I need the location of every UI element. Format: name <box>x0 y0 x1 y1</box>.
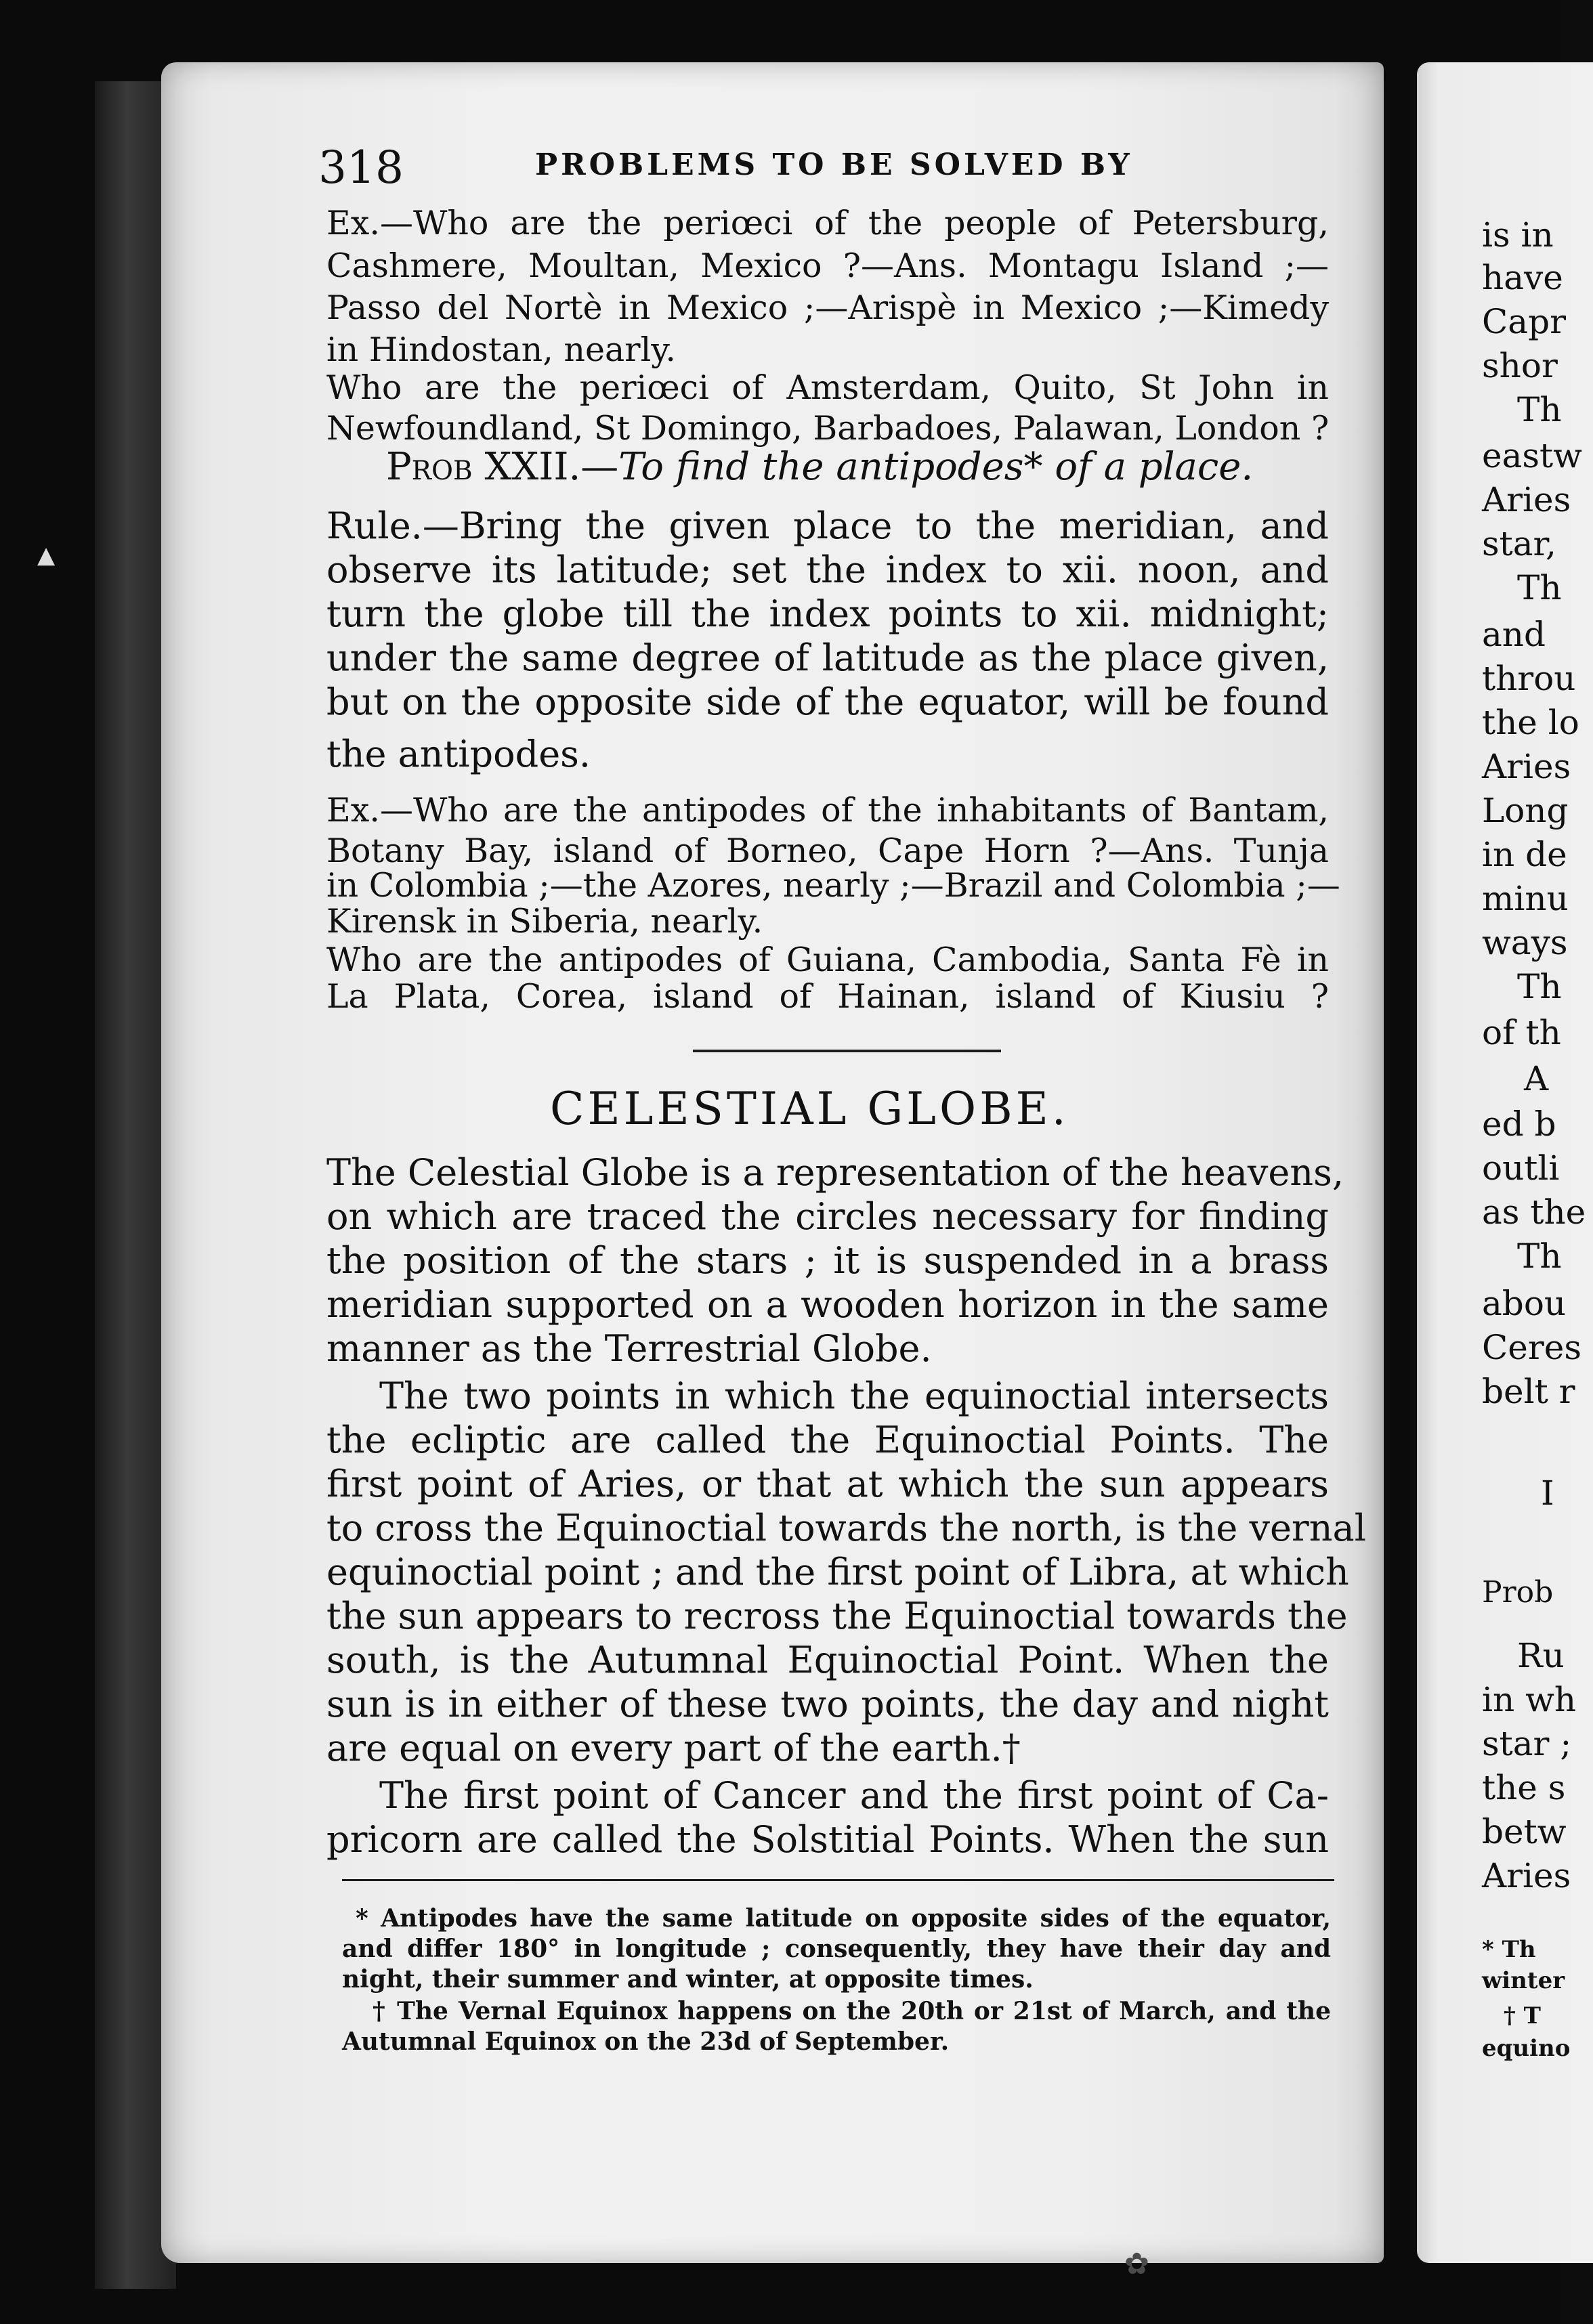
rule-line: turn the globe till the index points to xii. midnight; <box>326 593 1329 635</box>
facing-page-fragment: shor <box>1482 346 1558 385</box>
facing-page-fragment: abou <box>1482 1284 1567 1323</box>
example-line: Botany Bay, island of Borneo, Cape Horn ?—Ans. Tunja <box>326 832 1329 870</box>
paragraph-line: the ecliptic are called the Equinoctial Points. The <box>326 1419 1329 1461</box>
paragraph-line: equinoctial point ; and the first point of Libra, at which <box>326 1551 1349 1593</box>
facing-page-fragment: Th <box>1517 967 1562 1006</box>
facing-page-fragment: the s <box>1482 1768 1566 1807</box>
facing-page-fragment: Th <box>1517 1236 1562 1276</box>
paragraph-line: manner as the Terrestrial Globe. <box>326 1327 932 1370</box>
paragraph-line: The Celestial Globe is a representation of the heavens, <box>326 1151 1344 1194</box>
paragraph-line: to cross the Equinoctial towards the north, is the vernal <box>326 1507 1366 1549</box>
rule-line: Rule.—Bring the given place to the meridian, and <box>326 504 1329 547</box>
facing-page-fragment: is in <box>1482 215 1554 255</box>
rule-line: but on the opposite side of the equator, will be found <box>326 681 1329 723</box>
problem-label: Prob XXII.— <box>386 445 619 489</box>
section-divider <box>693 1050 1001 1052</box>
intro-line: Cashmere, Moultan, Mexico ?—Ans. Montagu Island ;— <box>326 246 1329 285</box>
facing-page-fragment: in de <box>1482 835 1567 874</box>
facing-page-footnote: † T <box>1504 2002 1541 2029</box>
problem-heading <box>386 445 1254 489</box>
facing-page-fragment: Th <box>1517 568 1562 607</box>
facing-page-fragment: Capr <box>1482 302 1566 341</box>
facing-page-fragment: A <box>1524 1059 1549 1098</box>
facing-page-fragment: Aries <box>1482 480 1571 519</box>
paragraph-line: The two points in which the equinoctial intersects <box>379 1375 1329 1417</box>
footnote-line: * Antipodes have the same latitude on opposite sides of the equator, <box>356 1904 1331 1933</box>
footnote-line: † The Vernal Equinox happens on the 20th or 21st of March, and the <box>373 1997 1331 2025</box>
footnote-line: and differ 180° in longitude ; consequently, they have their day and <box>342 1935 1331 1963</box>
example-line: in Colombia ;—the Azores, nearly ;—Brazil and Colombia ;— <box>326 866 1340 905</box>
facing-page-fragment: I <box>1541 1473 1554 1513</box>
facing-page-fragment: and <box>1482 615 1546 654</box>
footnote-line: night, their summer and winter, at opposite times. <box>342 1965 1034 1994</box>
paragraph-line: the position of the stars ; it is suspended in a brass <box>326 1239 1329 1282</box>
facing-page-fragment: outli <box>1482 1148 1560 1188</box>
paragraph-line: are equal on every part of the earth.† <box>326 1727 1021 1769</box>
footnote-line: Autumnal Equinox on the 23d of September. <box>342 2027 950 2056</box>
paragraph-line: south, is the Autumnal Equinoctial Point. When the <box>326 1639 1329 1681</box>
facing-page-fragment: ways <box>1482 923 1568 962</box>
facing-page-fragment: as the <box>1482 1192 1586 1232</box>
running-head: PROBLEMS TO BE SOLVED BY <box>535 148 1133 182</box>
example-line: Ex.—Who are the antipodes of the inhabitants of Bantam, <box>326 791 1329 830</box>
facing-page-fragment: belt r <box>1482 1372 1575 1411</box>
facing-page-fragment: Aries <box>1482 1856 1571 1895</box>
facing-page-fragment: betw <box>1482 1812 1567 1851</box>
facing-page-fragment: Th <box>1517 390 1562 429</box>
facing-page-fragment: ed b <box>1482 1104 1556 1144</box>
facing-page-fragment: Long <box>1482 791 1569 830</box>
intro-line: in Hindostan, nearly. <box>326 330 677 369</box>
facing-page-fragment: in wh <box>1482 1680 1577 1719</box>
page-number: 318 <box>318 142 404 194</box>
paragraph-line: pricorn are called the Solstitial Points. When the sun <box>326 1818 1329 1861</box>
paragraph-line: meridian supported on a wooden horizon in the same <box>326 1283 1329 1326</box>
paragraph-line: The first point of Cancer and the first point of Ca- <box>379 1774 1329 1817</box>
facing-page-fragment: Aries <box>1482 747 1571 786</box>
rule-line: the antipodes. <box>326 733 591 775</box>
footnote-divider <box>342 1879 1334 1881</box>
facing-page-fragment: Prob <box>1482 1575 1554 1610</box>
facing-page-fragment: Ceres <box>1482 1328 1581 1367</box>
paragraph-line: the sun appears to recross the Equinoctial towards the <box>326 1595 1348 1637</box>
facing-page-fragment: throu <box>1482 659 1576 698</box>
intro-line: Newfoundland, St Domingo, Barbadoes, Palawan, London ? <box>326 409 1330 448</box>
rule-line: under the same degree of latitude as the place given, <box>326 637 1329 679</box>
intro-line: Passo del Nortè in Mexico ;—Arispè in Mexico ;—Kimedy <box>326 288 1329 327</box>
facing-page-fragment: of th <box>1482 1013 1561 1052</box>
problem-title: To find the antipodes* of a place. <box>618 445 1254 489</box>
facing-page-fragment: star, <box>1482 524 1556 563</box>
paragraph-line: sun is in either of these two points, the day and night <box>326 1683 1329 1725</box>
rule-line: observe its latitude; set the index to xii. noon, and <box>326 548 1329 591</box>
intro-line: Ex.—Who are the periœci of the people of Petersburg, <box>326 204 1329 242</box>
facing-page-fragment: minu <box>1482 879 1569 918</box>
facing-page-footnote: winter <box>1482 1967 1565 1994</box>
facing-page-fragment: the lo <box>1482 703 1579 742</box>
facing-page-footnote: equino <box>1482 2035 1571 2062</box>
example-line: La Plata, Corea, island of Hainan, island of Kiusiu ? <box>326 977 1329 1016</box>
section-title: CELESTIAL GLOBE. <box>550 1083 1069 1135</box>
facing-page-fragment: star ; <box>1482 1724 1572 1763</box>
facing-page-fragment: have <box>1482 258 1563 297</box>
paragraph-line: first point of Aries, or that at which the sun appears <box>326 1463 1329 1505</box>
example-line: Kirensk in Siberia, nearly. <box>326 902 763 941</box>
margin-mark: ▲ <box>37 542 56 569</box>
facing-page-fragment: eastw <box>1482 436 1582 475</box>
facing-page-footnote: * Th <box>1482 1936 1536 1963</box>
paragraph-line: on which are traced the circles necessary for finding <box>326 1195 1329 1238</box>
example-line: Who are the antipodes of Guiana, Cambodia, Santa Fè in <box>326 941 1329 979</box>
library-stamp-icon: ✿ <box>1124 2247 1149 2281</box>
facing-page-fragment: Ru <box>1517 1636 1565 1675</box>
intro-line: Who are the periœci of Amsterdam, Quito, St John in <box>326 368 1329 407</box>
